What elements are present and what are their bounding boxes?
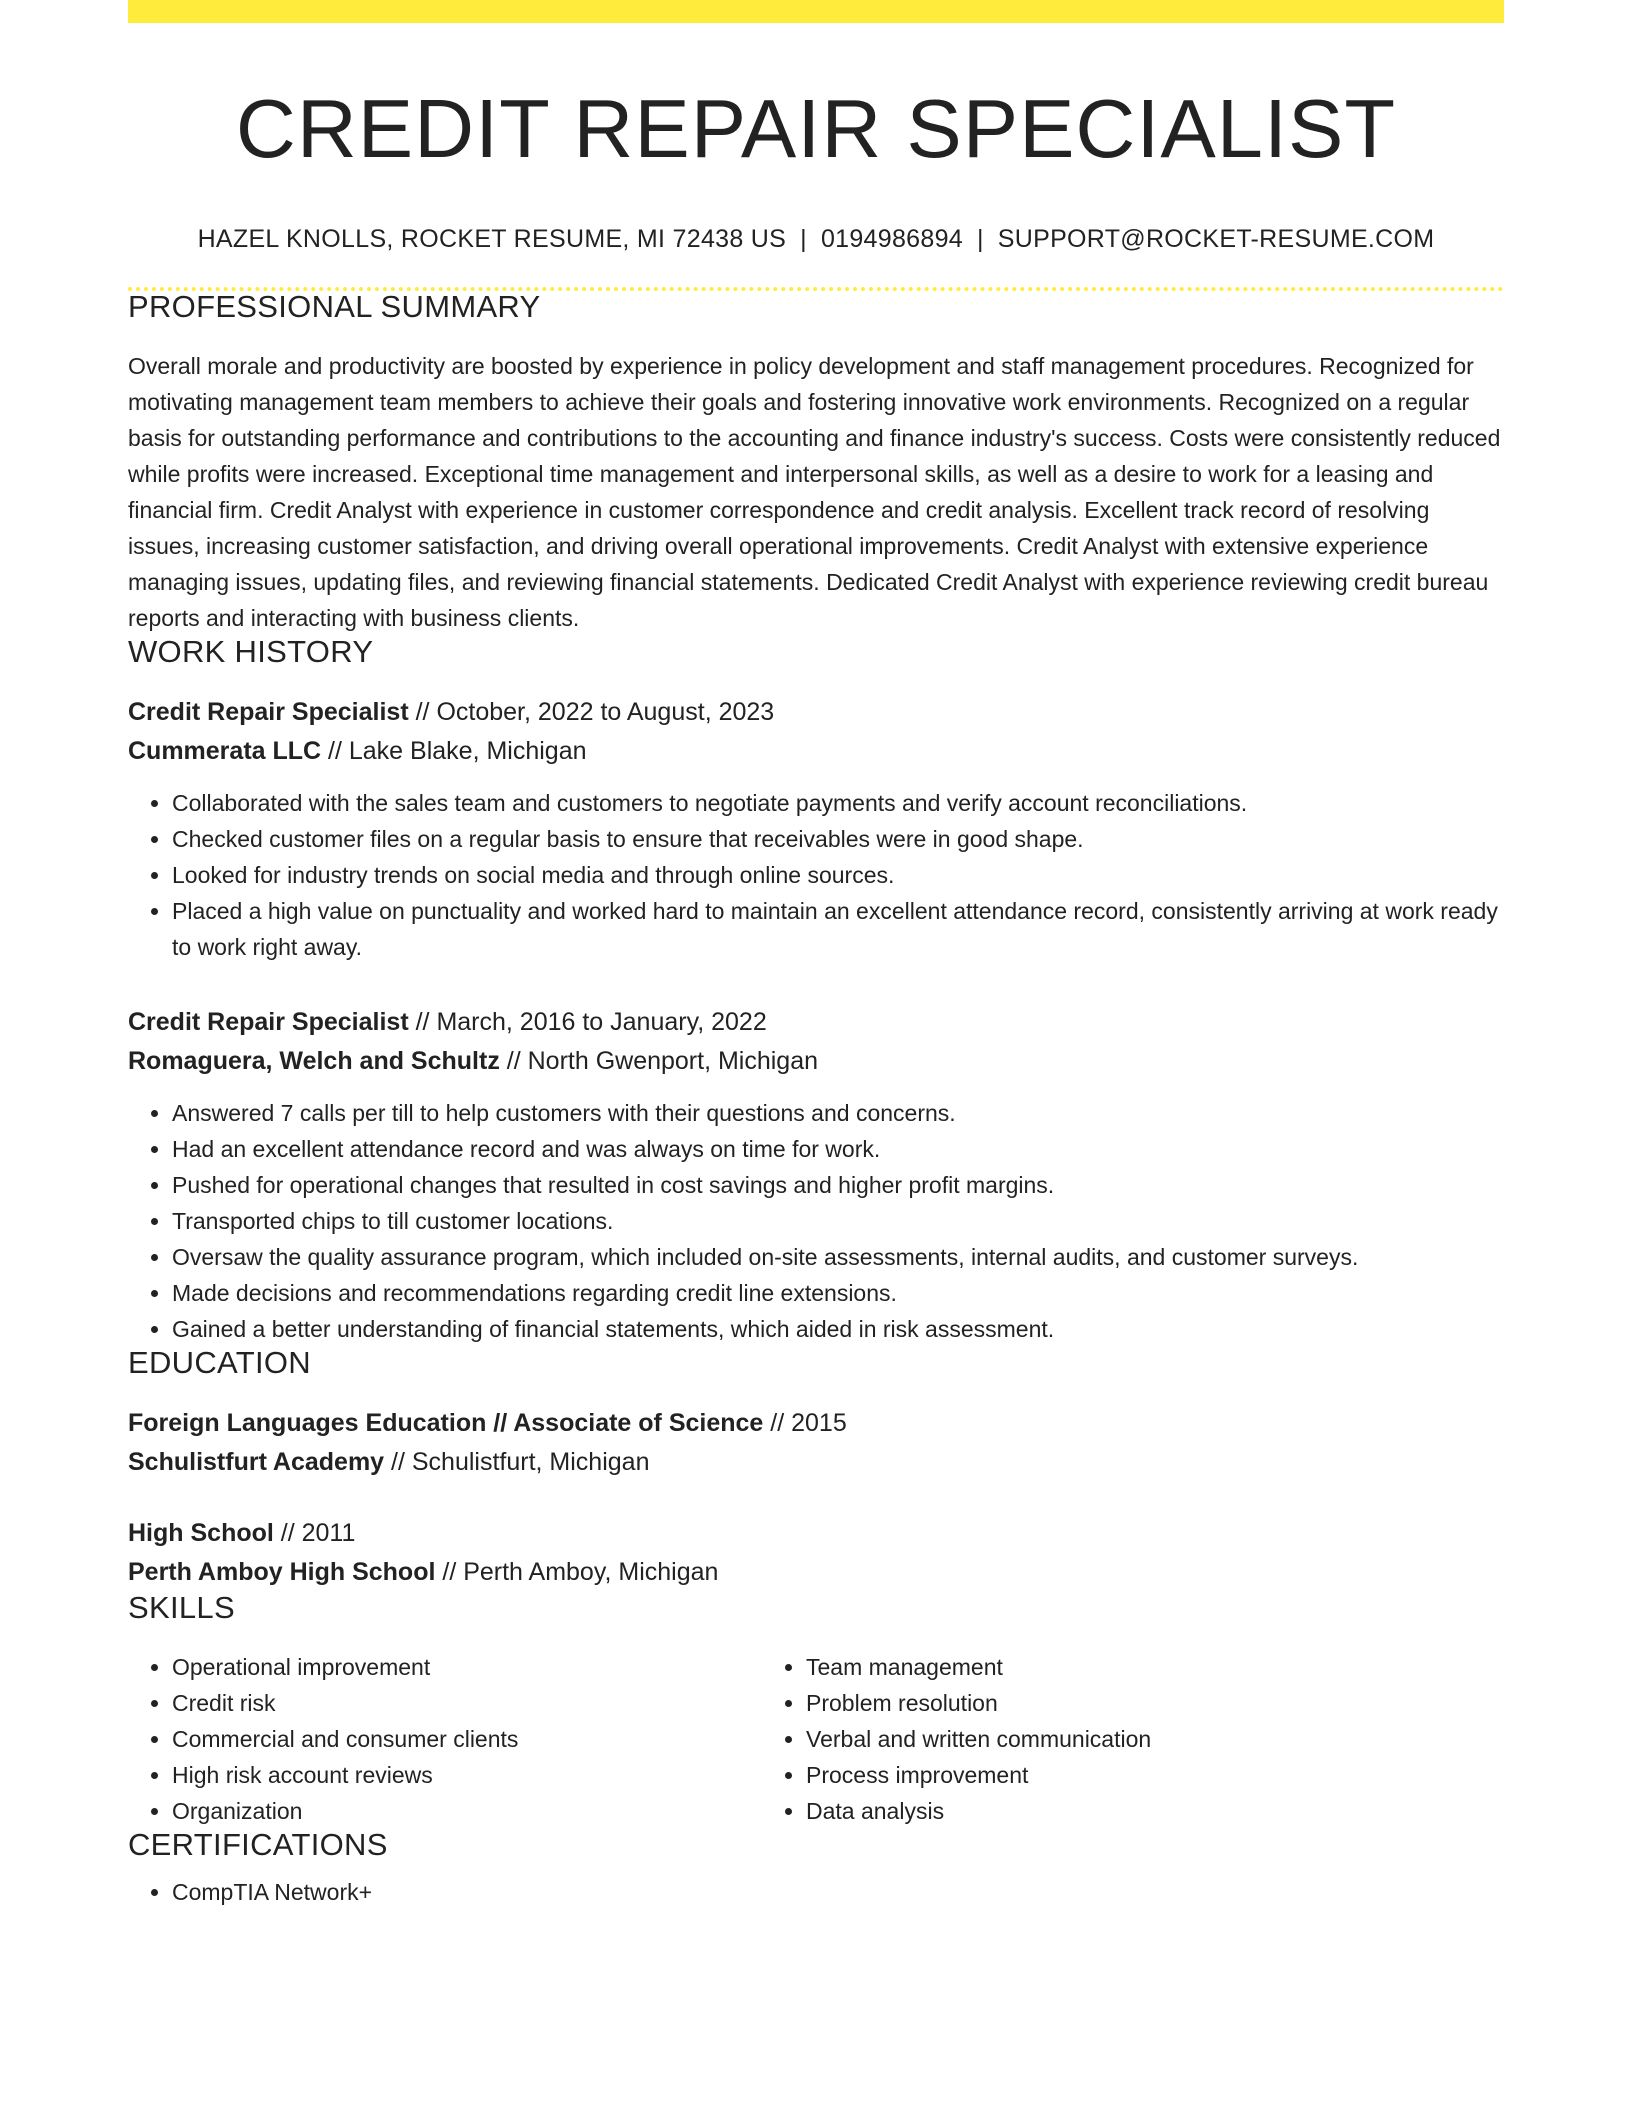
certifications-list	[128, 1874, 1504, 1910]
list-item: • Placed a high value on punctuality and worked hard to maintain an excellent attendance record, consistently arriving at work ready to work right away.	[172, 893, 1504, 965]
degree-line	[128, 1514, 1504, 1553]
job-entry	[128, 1003, 1504, 1347]
page-title: CREDIT REPAIR SPECIALIST	[235, 82, 1397, 175]
job-company-line	[128, 732, 1504, 771]
education-heading: EDUCATION	[128, 1345, 311, 1380]
contact-separator: |	[800, 225, 807, 253]
list-item: • Process improvement	[806, 1757, 1396, 1793]
school: Schulistfurt Academy	[128, 1448, 385, 1476]
school-location: // Schulistfurt, Michigan	[384, 1448, 650, 1476]
job-bullets	[128, 1095, 1504, 1347]
degree: Foreign Languages Education // Associate of Science	[128, 1409, 764, 1437]
job-company: Romaguera, Welch and Schultz	[128, 1047, 500, 1075]
job-title: Credit Repair Specialist	[128, 1008, 409, 1036]
school-line	[128, 1553, 1504, 1592]
job-bullets	[128, 785, 1504, 965]
list-item: • High risk account reviews	[172, 1757, 762, 1793]
list-item: • Looked for industry trends on social media and through online sources.	[172, 857, 1504, 893]
skills-grid	[128, 1649, 1504, 1829]
accent-bar	[128, 0, 1504, 23]
certifications-section	[128, 1829, 1504, 1910]
degree-line	[128, 1404, 1504, 1443]
list-item: • Collaborated with the sales team and customers to negotiate payments and verify account reconciliations.	[172, 785, 1504, 821]
contact-line	[128, 227, 1504, 252]
skills-list-left	[128, 1649, 762, 1829]
job-title-line	[128, 1003, 1504, 1042]
job-location: // North Gwenport, Michigan	[499, 1047, 819, 1075]
school-location: // Perth Amboy, Michigan	[435, 1558, 719, 1586]
job-dates: // October, 2022 to August, 2023	[408, 698, 775, 726]
list-item: • Commercial and consumer clients	[172, 1721, 762, 1757]
contact-separator: |	[976, 225, 984, 253]
job-title-line	[128, 693, 1504, 732]
degree-year: // 2015	[763, 1409, 847, 1437]
education-entry	[128, 1514, 1504, 1592]
school-line	[128, 1443, 1504, 1482]
list-item: • Team management	[806, 1649, 1396, 1685]
degree-year: // 2011	[273, 1519, 356, 1547]
contact-phone: 0194986894	[820, 225, 963, 253]
job-title: Credit Repair Specialist	[128, 698, 409, 726]
list-item: • Problem resolution	[806, 1685, 1396, 1721]
skills-section	[128, 1592, 1504, 1829]
list-item: • Verbal and written communication	[806, 1721, 1396, 1757]
job-dates: // March, 2016 to January, 2022	[408, 1008, 767, 1036]
job-entry	[128, 693, 1504, 965]
summary-text: Overall morale and productivity are boosted by experience in policy development and staff management procedures. Recognized for motivating management team members to achieve their goals and fostering innovative work environments. Recognized on a regular basis for outstanding performance and contributions to the accounting and finance industry's success. Costs were consistently reduced while profits were increased. Exceptional time management and interpersonal skills, as well as a desire to work for a leasing and financial firm. Credit Analyst with experience in customer correspondence and credit analysis. Excellent track record of resolving issues, increasing customer satisfaction, and driving overall operational improvements. Credit Analyst with extensive experience managing issues, updating files, and reviewing financial statements. Dedicated Credit Analyst with experience reviewing credit bureau reports and interacting with business clients.	[128, 353, 1501, 631]
list-item: • Oversaw the quality assurance program, which included on-site assessments, internal audits, and customer surveys.	[172, 1239, 1504, 1275]
work-history-section	[128, 636, 1504, 1347]
resume-page	[128, 0, 1504, 1910]
list-item: • CompTIA Network+	[172, 1874, 1504, 1910]
list-item: • Credit risk	[172, 1685, 762, 1721]
list-item: • Answered 7 calls per till to help customers with their questions and concerns.	[172, 1095, 1504, 1131]
education-entry	[128, 1404, 1504, 1482]
job-company: Cummerata LLC	[128, 737, 322, 765]
summary-heading: PROFESSIONAL SUMMARY	[128, 289, 541, 324]
skills-heading: SKILLS	[128, 1590, 235, 1625]
list-item: • Made decisions and recommendations regarding credit line extensions.	[172, 1275, 1504, 1311]
list-item: • Pushed for operational changes that resulted in cost savings and higher profit margins.	[172, 1167, 1504, 1203]
degree: High School	[128, 1519, 274, 1547]
contact-address: HAZEL KNOLLS, ROCKET RESUME, MI 72438 US	[197, 225, 787, 253]
list-item: • Had an excellent attendance record and was always on time for work.	[172, 1131, 1504, 1167]
education-section	[128, 1347, 1504, 1592]
list-item: • Data analysis	[806, 1793, 1396, 1829]
work-history-heading: WORK HISTORY	[128, 634, 374, 669]
school: Perth Amboy High School	[128, 1558, 436, 1586]
summary-section	[128, 291, 1504, 636]
list-item: • Transported chips to till customer locations.	[172, 1203, 1504, 1239]
skills-list-right	[762, 1649, 1396, 1829]
job-company-line	[128, 1042, 1504, 1081]
list-item: • Organization	[172, 1793, 762, 1829]
list-item: • Operational improvement	[172, 1649, 762, 1685]
list-item: • Gained a better understanding of financial statements, which aided in risk assessment.	[172, 1311, 1504, 1347]
certifications-heading: CERTIFICATIONS	[128, 1827, 388, 1862]
contact-email: SUPPORT@ROCKET-RESUME.COM	[997, 225, 1435, 253]
job-location: // Lake Blake, Michigan	[321, 737, 587, 765]
list-item: • Checked customer files on a regular basis to ensure that receivables were in good shape.	[172, 821, 1504, 857]
